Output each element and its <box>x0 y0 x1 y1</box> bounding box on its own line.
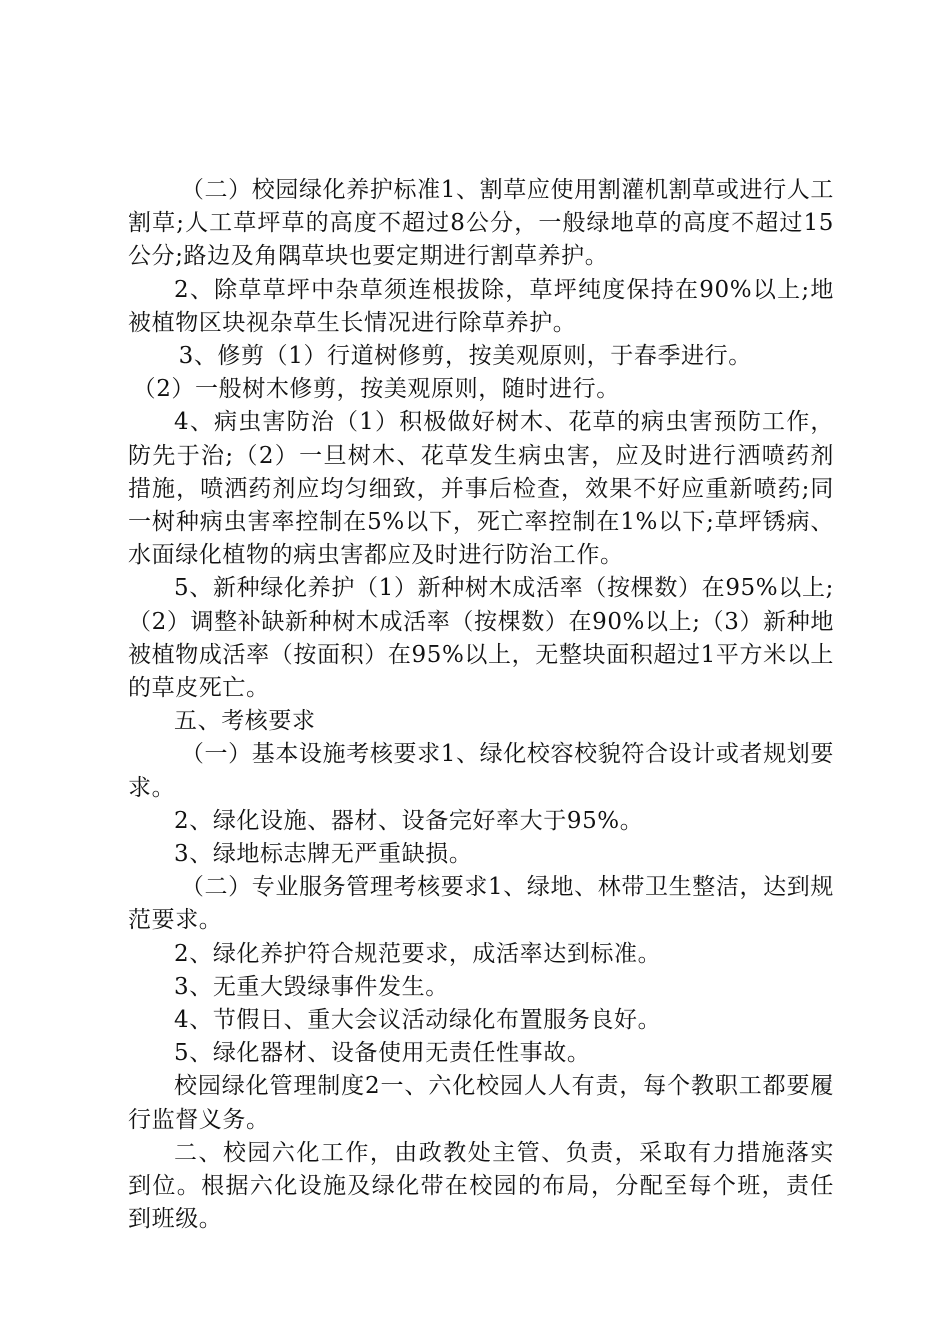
paragraph-pruning-general: （2）一般树木修剪，按美观原则，随时进行。 <box>132 376 620 403</box>
paragraph-management-system: 校园绿化管理制度2一、六化校园人人有责，每个教职工都要履行监督义务。 <box>128 1073 834 1133</box>
paragraph-basic-facilities: （一）基本设施考核要求1、绿化校容校貌符合设计或者规划要求。 <box>128 741 834 801</box>
paragraph-maintenance-norms: 2、绿化养护符合规范要求，成活率达到标准。 <box>174 940 662 967</box>
paragraph-pruning: 3、修剪（1）行道树修剪，按美观原则，于春季进行。 <box>178 343 752 370</box>
paragraph-pest-control: 4、病虫害防治（1）积极做好树木、花草的病虫害预防工作，防先于治;（2）一旦树木、花草发生病虫害，应及时进行洒喷药剂措施，喷洒药剂应均匀细致，并事后检查，效果不好应重新喷药;同一树种病虫害率控制在5%以下，死亡率控制在1%以下;草坪锈病、水面绿化植物的病虫害都应及时进行防治工作。 <box>128 409 834 569</box>
paragraph-weeding: 2、除草草坪中杂草须连根拔除，草坪纯度保持在90%以上;地被植物区块视杂草生长情况进行除草养护。 <box>128 276 834 336</box>
paragraph-no-accidents: 5、绿化器材、设备使用无责任性事故。 <box>174 1040 591 1067</box>
paragraph-equipment-rate: 2、绿化设施、器材、设备完好率大于95%。 <box>174 807 644 834</box>
paragraph-responsibility: 二、校园六化工作，由政教处主管、负责，采取有力措施落实到位。根据六化设施及绿化带在校园的布局，分配至每个班，责任到班级。 <box>128 1139 834 1233</box>
paragraph-no-damage: 3、无重大毁绿事件发生。 <box>174 973 449 1000</box>
document-body <box>128 174 834 1237</box>
paragraph-signage: 3、绿地标志牌无严重缺损。 <box>174 841 473 868</box>
paragraph-holiday-service: 4、节假日、重大会议活动绿化布置服务良好。 <box>174 1007 662 1034</box>
paragraph-new-planting: 5、新种绿化养护（1）新种树木成活率（按棵数）在95%以上;（2）调整补缺新种树木成活率（按棵数）在90%以上;（3）新种地被植物成活率（按面积）在95%以上，无整块面积超过1平方米以上的草皮死亡。 <box>128 575 834 702</box>
paragraph-maintenance-standard: （二）校园绿化养护标准1、割草应使用割灌机割草或进行人工割草;人工草坪草的高度不超过8公分，一般绿地草的高度不超过15公分;路边及角隅草块也要定期进行割草养护。 <box>128 177 834 270</box>
section-heading-assessment: 五、考核要求 <box>174 708 316 735</box>
paragraph-service-management: （二）专业服务管理考核要求1、绿地、林带卫生整洁，达到规范要求。 <box>128 874 834 934</box>
